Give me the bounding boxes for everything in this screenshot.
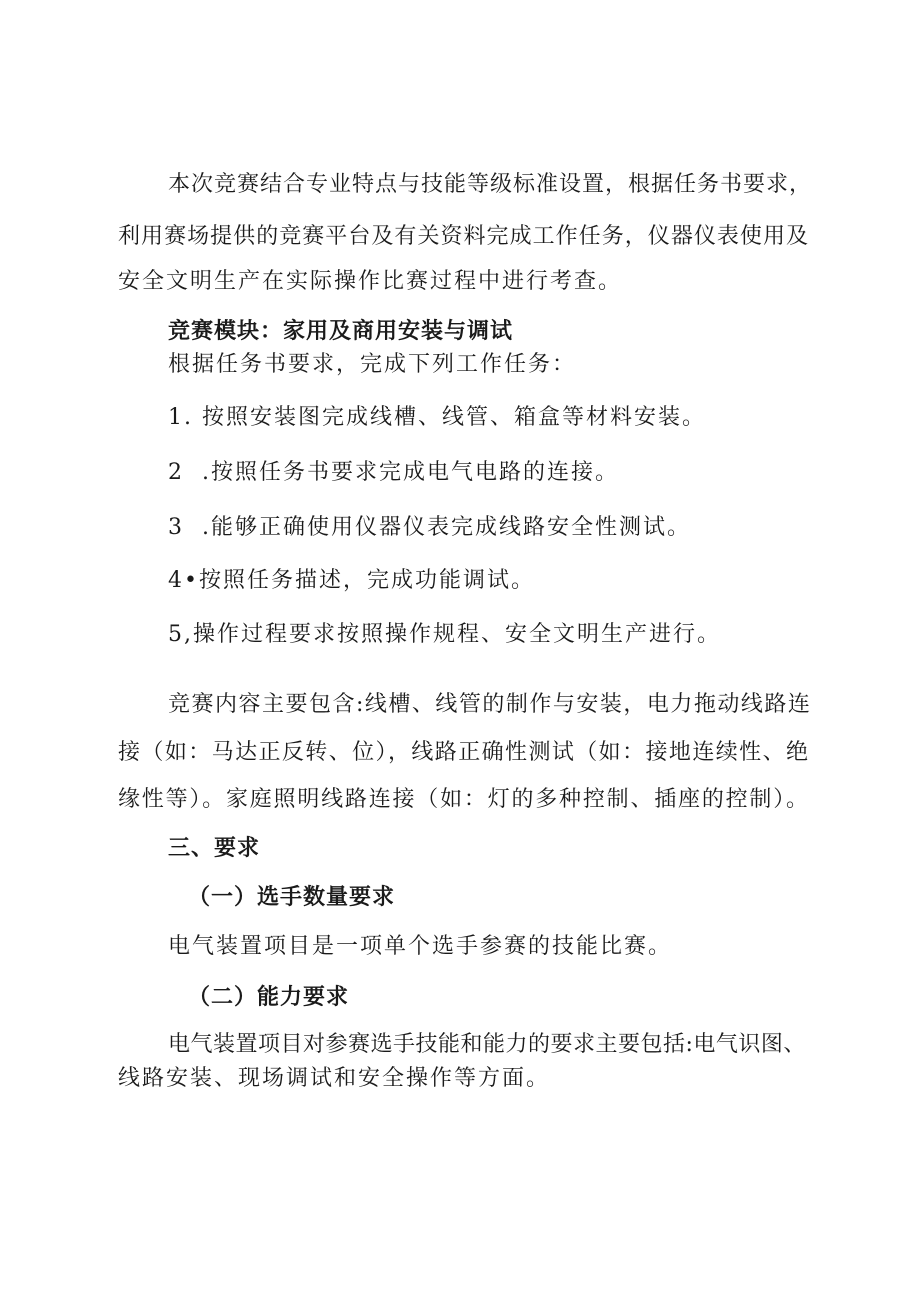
intro-line-1: 本次竞赛结合专业特点与技能等级标准设置，根据任务书要求，: [168, 172, 813, 197]
intro-line-2: 利用赛场提供的竞赛平台及有关资料完成工作任务，仪器仪表使用及: [118, 224, 808, 249]
content-line-1: 竞赛内容主要包含:线槽、线管的制作与安装，电力拖动线路连: [168, 692, 812, 717]
intro-line-3: 安全文明生产在实际操作比赛过程中进行考查。: [118, 269, 623, 294]
task-item-3: 3 .能够正确使用仪器仪表完成线路安全性测试。: [168, 515, 691, 540]
task-item-2: 2 .按照任务书要求完成电气电路的连接。: [168, 460, 619, 485]
module-heading: 竞赛模块：家用及商用安装与调试: [168, 318, 514, 344]
content-line-2: 接（如：马达正反转、位），线路正确性测试（如：接地连续性、绝: [118, 740, 808, 765]
sub-2-line-2: 线路安装、现场调试和安全操作等方面。: [118, 1066, 551, 1091]
sub-1-heading: （一）选手数量要求: [188, 884, 396, 910]
task-intro: 根据任务书要求，完成下列工作任务：: [168, 352, 577, 377]
task-item-1: 1. 按照安装图完成线槽、线管、箱盒等材料安装。: [168, 405, 706, 430]
task-item-4: 4•按照任务描述，完成功能调试。: [168, 568, 535, 593]
content-line-3: 缘性等）。家庭照明线路连接（如：灯的多种控制、插座的控制）。: [118, 787, 808, 812]
sub-2-heading: （二）能力要求: [188, 984, 350, 1010]
sub-1-text: 电气装置项目是一项单个选手参赛的技能比赛。: [168, 934, 673, 959]
section-3-heading: 三、要求: [168, 835, 261, 861]
sub-2-line-1: 电气装置项目对参赛选手技能和能力的要求主要包括:电气识图、: [168, 1032, 806, 1057]
task-item-5: 5,操作过程要求按照操作规程、安全文明生产进行。: [168, 622, 721, 647]
